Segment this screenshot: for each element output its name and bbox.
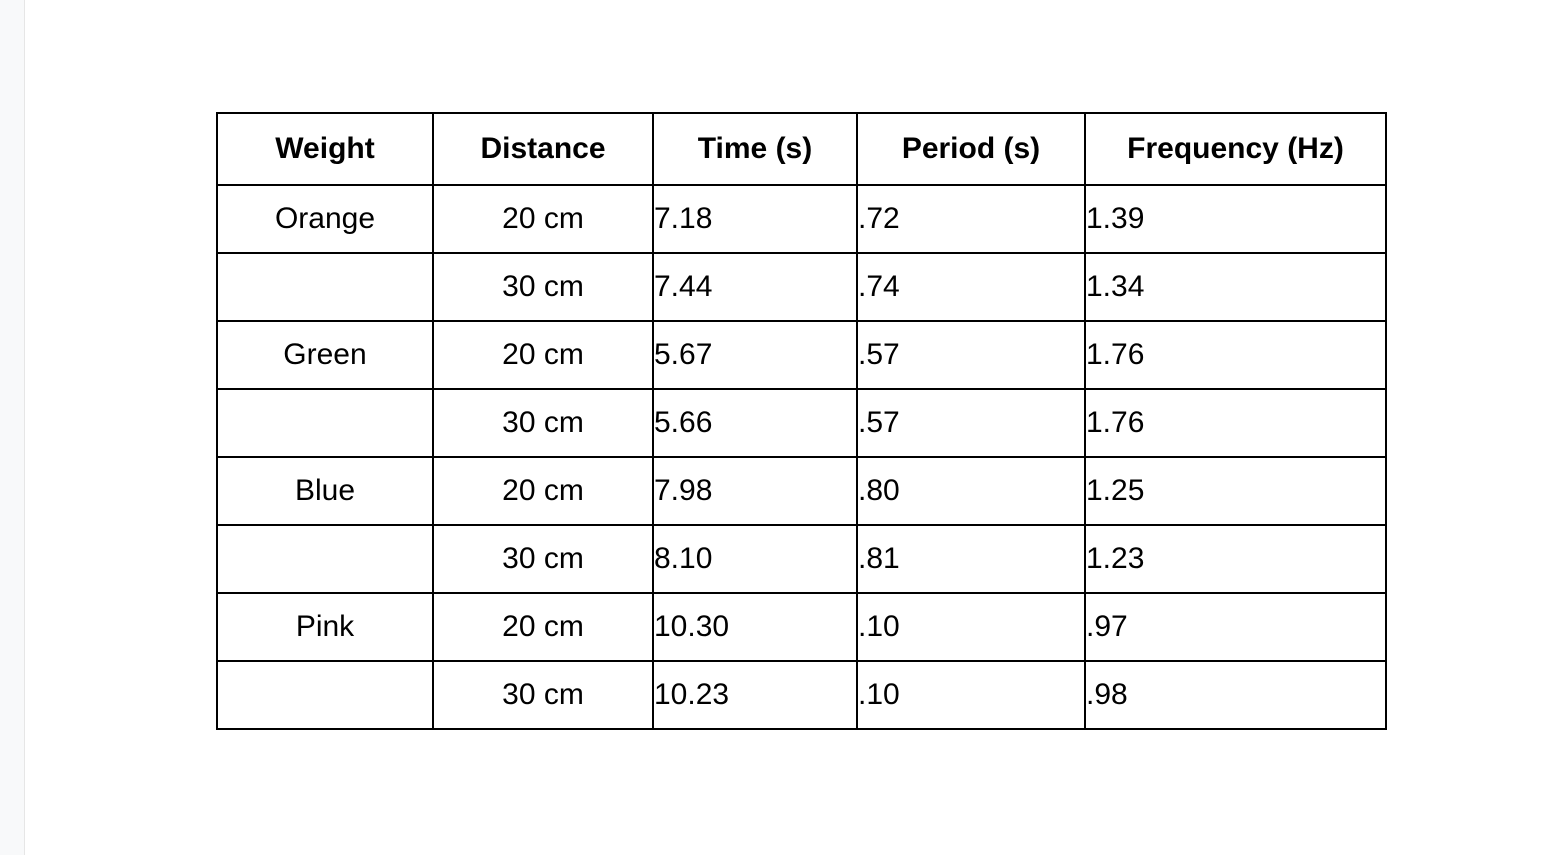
cell-distance: 30 cm [433,525,653,593]
table-row [217,661,1386,729]
cell-frequency: 1.23 [1085,525,1386,593]
table-row [217,321,1386,389]
table-row [217,593,1386,661]
table-row [217,525,1386,593]
document-page [24,0,1551,855]
cell-time: 7.44 [653,253,857,321]
cell-time: 8.10 [653,525,857,593]
cell-weight: Green [217,321,433,389]
cell-period: .80 [857,457,1085,525]
cell-period: .72 [857,185,1085,253]
cell-weight: Pink [217,593,433,661]
cell-distance: 30 cm [433,253,653,321]
cell-time: 5.66 [653,389,857,457]
cell-distance: 20 cm [433,457,653,525]
cell-period: .57 [857,389,1085,457]
cell-time: 7.98 [653,457,857,525]
cell-weight [217,253,433,321]
cell-distance: 20 cm [433,185,653,253]
table-row [217,389,1386,457]
header-time: Time (s) [653,113,857,185]
cell-distance: 20 cm [433,321,653,389]
cell-period: .57 [857,321,1085,389]
cell-period: .10 [857,593,1085,661]
table-row [217,253,1386,321]
cell-frequency: 1.76 [1085,321,1386,389]
cell-time: 10.30 [653,593,857,661]
cell-frequency: 1.39 [1085,185,1386,253]
cell-weight [217,389,433,457]
cell-weight [217,525,433,593]
cell-distance: 30 cm [433,389,653,457]
cell-frequency: 1.25 [1085,457,1386,525]
cell-time: 5.67 [653,321,857,389]
cell-frequency: 1.76 [1085,389,1386,457]
header-period: Period (s) [857,113,1085,185]
cell-frequency: .97 [1085,593,1386,661]
table-row [217,185,1386,253]
header-frequency: Frequency (Hz) [1085,113,1386,185]
header-row [217,113,1386,185]
data-table [216,112,1387,730]
cell-time: 10.23 [653,661,857,729]
cell-frequency: .98 [1085,661,1386,729]
cell-weight: Blue [217,457,433,525]
cell-period: .81 [857,525,1085,593]
cell-period: .10 [857,661,1085,729]
cell-period: .74 [857,253,1085,321]
table-row [217,457,1386,525]
cell-time: 7.18 [653,185,857,253]
header-distance: Distance [433,113,653,185]
cell-distance: 20 cm [433,593,653,661]
cell-weight [217,661,433,729]
header-weight: Weight [217,113,433,185]
cell-weight: Orange [217,185,433,253]
cell-frequency: 1.34 [1085,253,1386,321]
cell-distance: 30 cm [433,661,653,729]
